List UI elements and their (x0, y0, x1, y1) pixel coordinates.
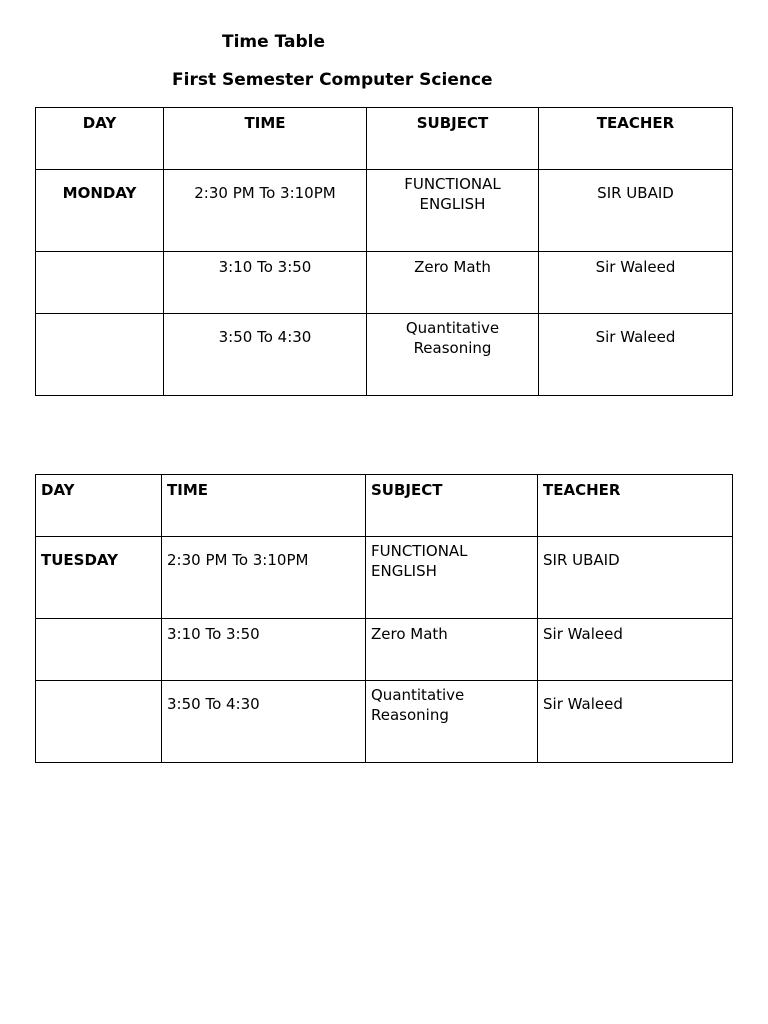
time-cell: 3:10 To 3:50 (162, 619, 366, 681)
table-row (36, 681, 733, 763)
teacher-cell: Sir Waleed (538, 619, 733, 681)
teacher-cell: Sir Waleed (539, 314, 733, 396)
column-header-day: DAY (36, 108, 164, 170)
column-header-time: TIME (162, 475, 366, 537)
time-cell: 3:50 To 4:30 (164, 314, 367, 396)
column-header-subject: SUBJECT (366, 475, 538, 537)
table-row (36, 170, 733, 252)
teacher-cell: SIR UBAID (539, 170, 733, 252)
page-title: Time Table (222, 32, 325, 52)
table-row (36, 252, 733, 314)
column-header-time: TIME (164, 108, 367, 170)
table-row (36, 619, 733, 681)
subject-cell: FUNCTIONAL ENGLISH (367, 170, 539, 252)
table-header-row (36, 475, 733, 537)
tuesday-timetable (35, 474, 733, 763)
day-cell (36, 314, 164, 396)
time-cell: 2:30 PM To 3:10PM (162, 537, 366, 619)
column-header-teacher: TEACHER (539, 108, 733, 170)
table-row (36, 314, 733, 396)
day-cell: TUESDAY (36, 537, 162, 619)
day-cell (36, 681, 162, 763)
subject-cell: Quantitative Reasoning (367, 314, 539, 396)
day-cell (36, 619, 162, 681)
teacher-cell: SIR UBAID (538, 537, 733, 619)
subject-cell: Zero Math (367, 252, 539, 314)
column-header-teacher: TEACHER (538, 475, 733, 537)
monday-timetable (35, 107, 733, 396)
subject-cell: FUNCTIONAL ENGLISH (366, 537, 538, 619)
table-row (36, 537, 733, 619)
column-header-subject: SUBJECT (367, 108, 539, 170)
time-cell: 2:30 PM To 3:10PM (164, 170, 367, 252)
table-header-row (36, 108, 733, 170)
time-cell: 3:10 To 3:50 (164, 252, 367, 314)
page-subtitle: First Semester Computer Science (172, 70, 493, 90)
day-cell: MONDAY (36, 170, 164, 252)
subject-cell: Zero Math (366, 619, 538, 681)
time-cell: 3:50 To 4:30 (162, 681, 366, 763)
column-header-day: DAY (36, 475, 162, 537)
subject-cell: Quantitative Reasoning (366, 681, 538, 763)
teacher-cell: Sir Waleed (538, 681, 733, 763)
day-cell (36, 252, 164, 314)
teacher-cell: Sir Waleed (539, 252, 733, 314)
